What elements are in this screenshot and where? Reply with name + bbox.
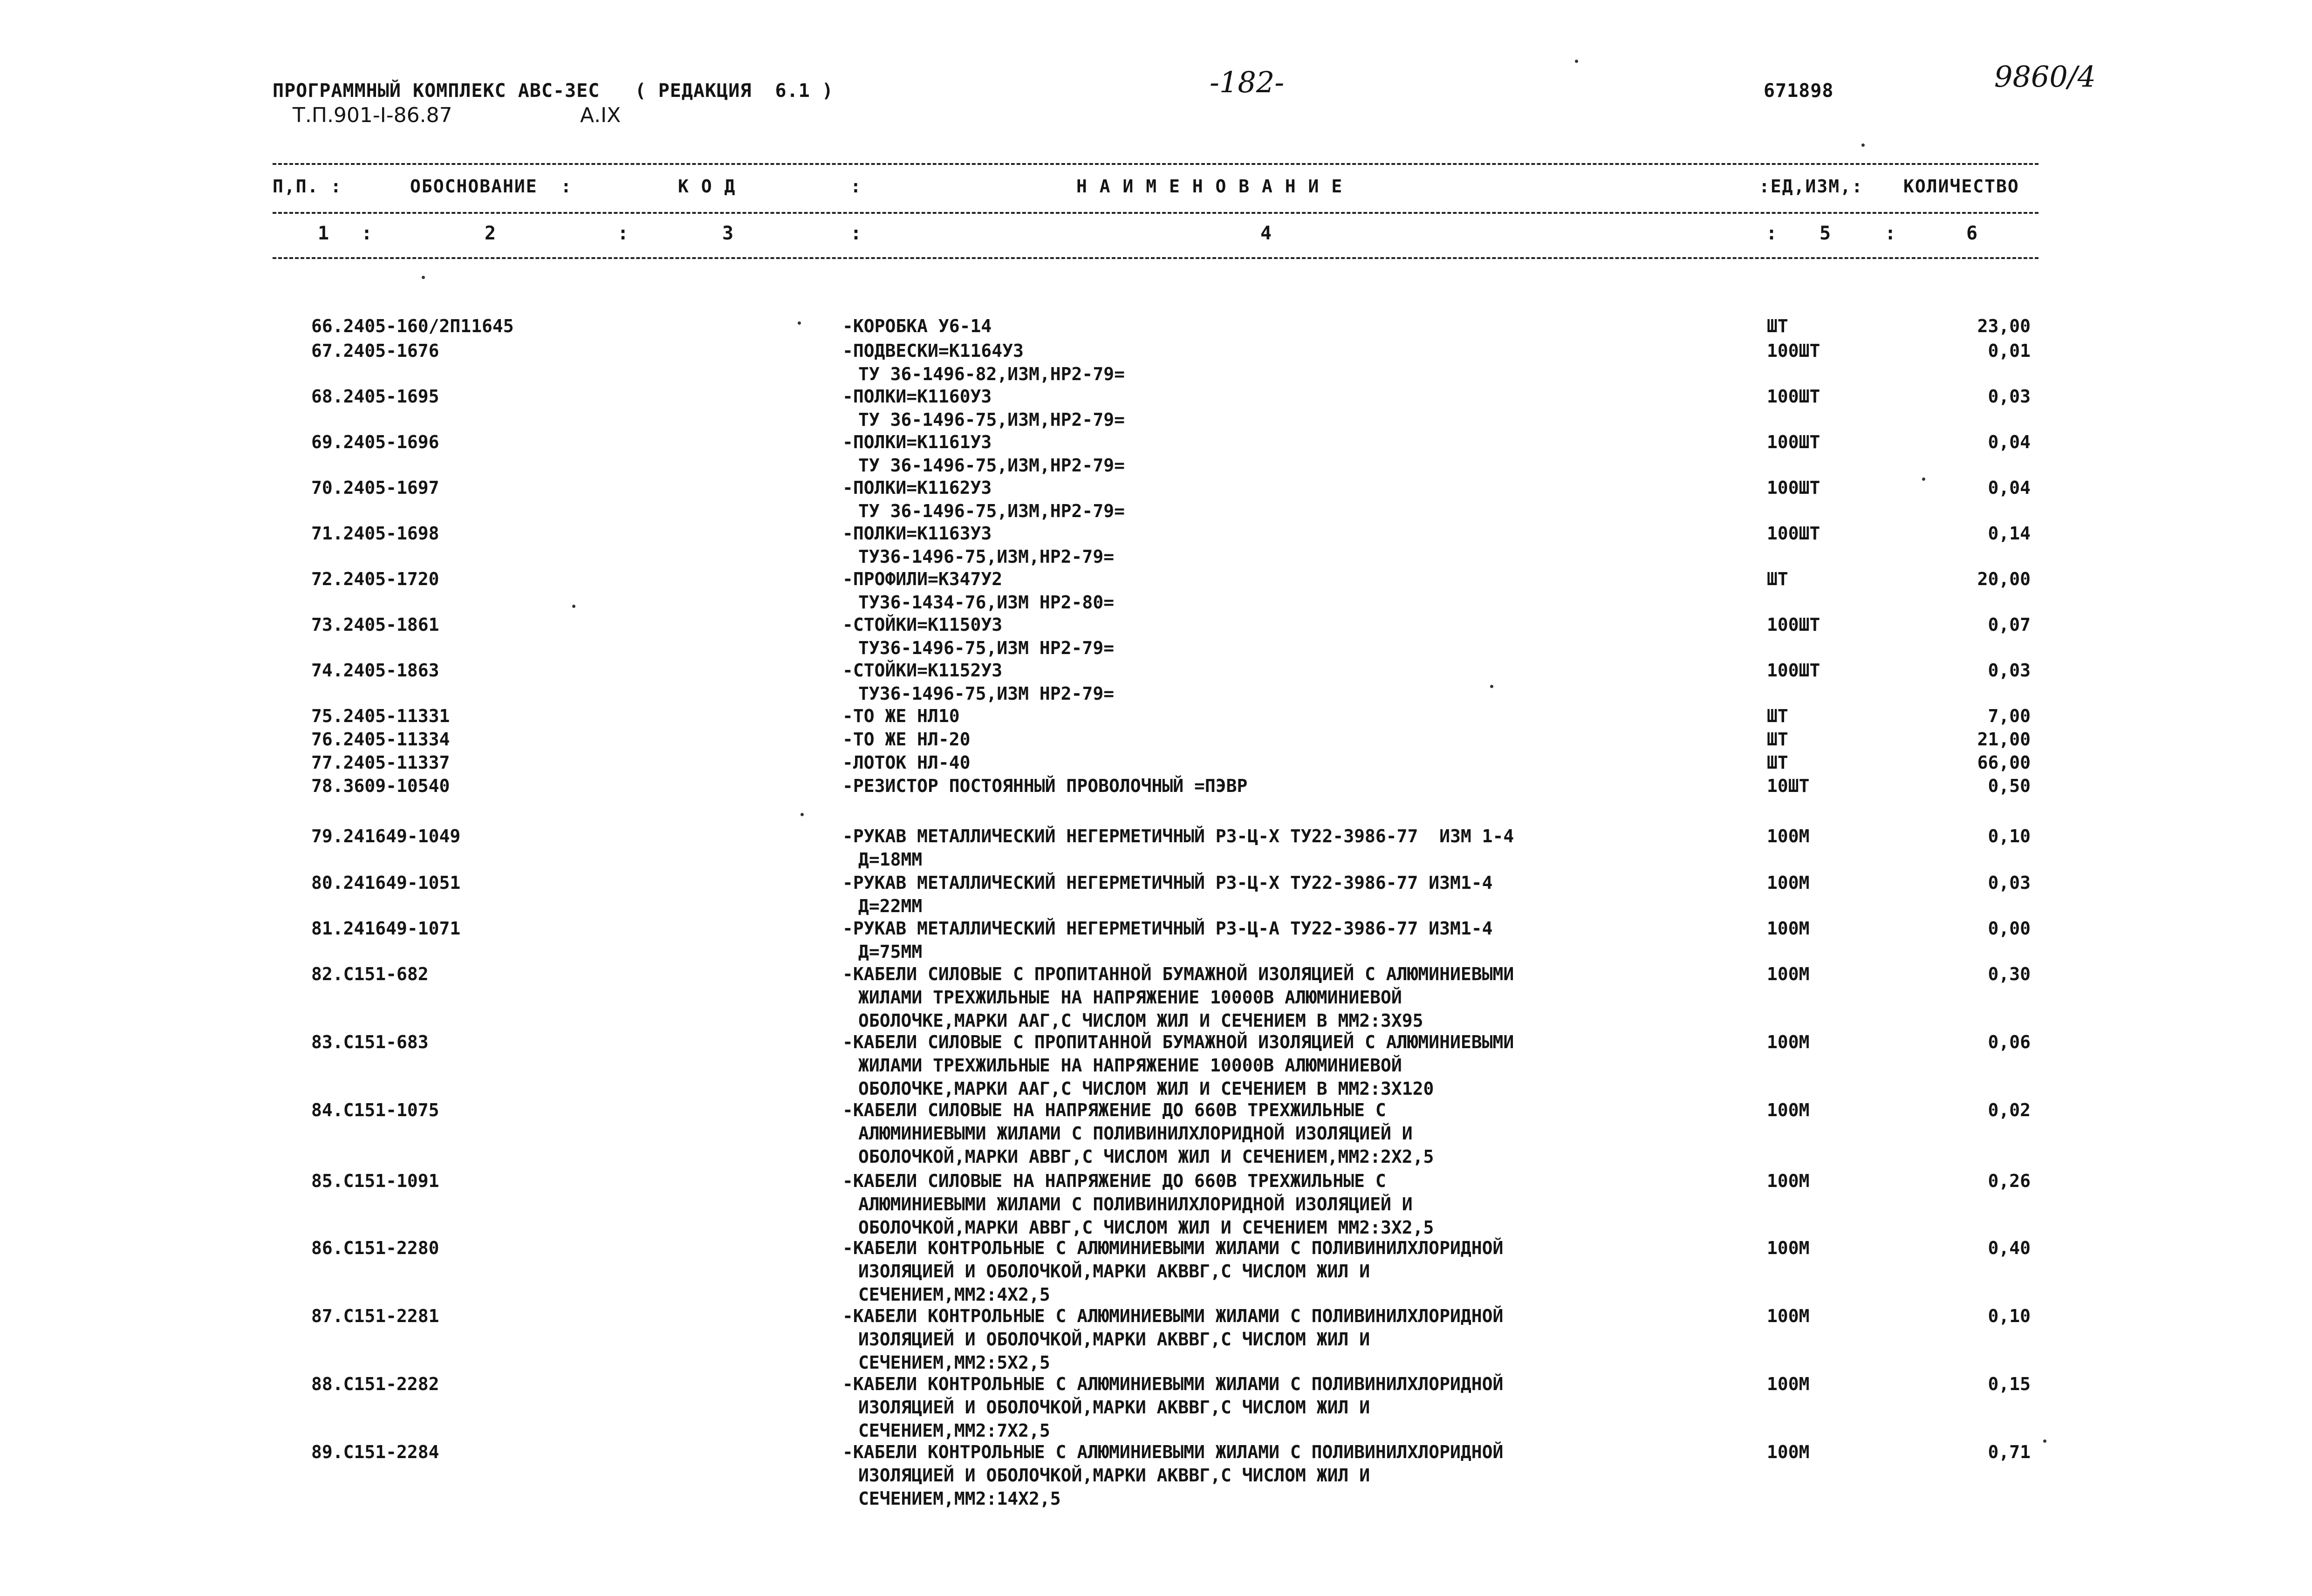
quantity: 0,10 [1988,826,2031,846]
unit: 100М [1767,1032,1810,1052]
item-name-line: ИЗОЛЯЦИЕЙ И ОБОЛОЧКОЙ,МАРКИ АКВВГ,С ЧИСЛОМ ЖИЛ И [858,1261,1370,1282]
item-name [842,385,1756,431]
unit: 100М [1767,1171,1810,1191]
quantity: 0,14 [1988,523,2031,544]
unit: 100М [1767,873,1810,893]
quantity: 23,00 [1977,316,2031,336]
quantity: 0,03 [1988,873,2031,893]
item-name [842,917,1756,963]
column-header-basis: ОБОСНОВАНИЕ : [410,176,573,197]
item-name [842,962,1756,1032]
column-header-quantity: КОЛИЧЕСТВО [1903,176,2019,197]
column-number-sep: : [1766,223,1778,244]
unit: ШТ [1767,706,1788,726]
item-name-line: -КАБЕЛИ КОНТРОЛЬНЫЕ С АЛЮМИНИЕВЫМИ ЖИЛАМИ С ПОЛИВИНИЛХЛОРИДНОЙ [842,1306,1504,1326]
basis-code: 72.2405-1720 [311,569,439,589]
program-line: ПРОГРАММНЫЙ КОМПЛЕКС АВС-ЗЕС ( РЕДАКЦИЯ 6.1 ) [273,80,834,102]
column-number-4: 4 [1260,223,1272,244]
scan-speck [798,321,801,325]
column-number-2: 2 [485,223,496,244]
item-name-line: ЖИЛАМИ ТРЕХЖИЛЬНЫЕ НА НАПРЯЖЕНИЕ 10000В АЛЮМИНИЕВОЙ [858,1055,1402,1076]
unit: 100М [1767,826,1810,846]
item-name-line: Д=75ММ [858,941,923,962]
unit: 100ШТ [1767,341,1820,361]
column-number-6: 6 [1966,223,1978,244]
item-name [842,1440,1756,1510]
quantity: 0,03 [1988,386,2031,407]
basis-code: 75.2405-11331 [311,706,450,726]
item-name [842,659,1756,705]
item-name-line: -КАБЕЛИ КОНТРОЛЬНЫЕ С АЛЮМИНИЕВЫМИ ЖИЛАМИ С ПОЛИВИНИЛХЛОРИДНОЙ [842,1442,1504,1462]
unit: 100М [1767,964,1810,984]
basis-code: 73.2405-1861 [311,614,439,635]
item-name [842,430,1756,477]
item-name [842,522,1756,568]
unit: 100ШТ [1767,614,1820,635]
item-name-line: -КОРОБКА У6-14 [842,316,992,336]
item-name-line: ЖИЛАМИ ТРЕХЖИЛЬНЫЕ НА НАПРЯЖЕНИЕ 10000В АЛЮМИНИЕВОЙ [858,987,1402,1008]
quantity: 0,02 [1988,1100,2031,1120]
item-name-line: -ПОЛКИ=К1162У3 [842,477,992,498]
quantity: 7,00 [1988,706,2031,726]
item-name-line: Д=18ММ [858,849,923,870]
table-top-rule [273,163,2038,165]
basis-code: 86.С151-2280 [311,1238,439,1258]
item-name-line: СЕЧЕНИЕМ,ММ2:5Х2,5 [858,1352,1050,1373]
column-header-name: Н А И М Е Н О В А Н И Е [1076,176,1343,197]
item-name-line: -ПОЛКИ=К1163У3 [842,523,992,544]
basis-code: 88.С151-2282 [311,1374,439,1394]
basis-code: 81.241649-1071 [311,918,461,939]
item-name-line: -ПОЛКИ=К1160У3 [842,386,992,407]
item-name [842,567,1756,614]
basis-code: 67.2405-1676 [311,341,439,361]
scan-speck [1861,143,1865,147]
basis-code: 76.2405-11334 [311,729,450,750]
unit: 100М [1767,1100,1810,1120]
item-name-line: ТУ36-1496-75,ИЗМ НР2-79= [858,638,1115,658]
item-name-line: ТУ36-1496-75,ИЗМ,НР2-79= [858,546,1115,567]
basis-code: 85.С151-1091 [311,1171,439,1191]
item-name-line: ОБОЛОЧКЕ,МАРКИ ААГ,С ЧИСЛОМ ЖИЛ И СЕЧЕНИЕМ В ММ2:3Х95 [858,1010,1423,1031]
item-name-line: ТУ 36-1496-75,ИЗМ,НР2-79= [858,455,1125,476]
quantity: 0,26 [1988,1171,2031,1191]
item-name [842,1236,1756,1306]
quantity: 0,15 [1988,1374,2031,1394]
column-number-3: 3 [722,223,734,244]
item-name-line: СЕЧЕНИЕМ,ММ2:7Х2,5 [858,1420,1050,1441]
basis-code: 84.С151-1075 [311,1100,439,1120]
project-code: Т.П.901-I-86.87 [293,103,452,127]
column-header-unit: :ЕД,ИЗМ,: [1759,176,1863,197]
scan-speck [2043,1439,2046,1443]
item-name-line: СЕЧЕНИЕМ,ММ2:14Х2,5 [858,1488,1061,1509]
scan-speck [1490,685,1493,688]
item-name [842,871,1756,918]
item-name-line: -ТО ЖЕ НЛ10 [842,706,960,726]
item-name-line: -КАБЕЛИ СИЛОВЫЕ НА НАПРЯЖЕНИЕ ДО 660В ТРЕХЖИЛЬНЫЕ С [842,1171,1386,1191]
unit: 100М [1767,1374,1810,1394]
unit: ШТ [1767,729,1788,750]
item-name-line: -КАБЕЛИ КОНТРОЛЬНЫЕ С АЛЮМИНИЕВЫМИ ЖИЛАМИ С ПОЛИВИНИЛХЛОРИДНОЙ [842,1374,1504,1394]
header-separator-rule [273,212,2038,214]
column-number-5: 5 [1820,223,1831,244]
quantity: 0,00 [1988,918,2031,939]
basis-code: 82.С151-682 [311,964,429,984]
item-name [842,704,1756,728]
item-name-line: -КАБЕЛИ СИЛОВЫЕ С ПРОПИТАННОЙ БУМАЖНОЙ ИЗОЛЯЦИЕЙ С АЛЮМИНИЕВЫМИ [842,1032,1514,1052]
item-name-line: ТУ 36-1496-75,ИЗМ,НР2-79= [858,409,1125,430]
item-name-line: ОБОЛОЧКОЙ,МАРКИ АВВГ,С ЧИСЛОМ ЖИЛ И СЕЧЕНИЕМ,ММ2:2Х2,5 [858,1146,1434,1167]
item-name-line: ТУ 36-1496-82,ИЗМ,НР2-79= [858,364,1125,384]
unit: 100М [1767,1238,1810,1258]
item-name-line: Д=22ММ [858,896,923,916]
unit: ШТ [1767,316,1788,336]
item-name-line: -ПОДВЕСКИ=К1164У3 [842,341,1024,361]
basis-code: 83.С151-683 [311,1032,429,1052]
basis-code: 79.241649-1049 [311,826,461,846]
column-number-sep: : [617,223,629,244]
column-number-sep: : [1885,223,1896,244]
quantity: 0,40 [1988,1238,2031,1258]
sheet-number: 9860/4 [1994,60,2096,94]
item-name-line: СЕЧЕНИЕМ,ММ2:4Х2,5 [858,1284,1050,1305]
quantity: 0,71 [1988,1442,2031,1462]
item-name [842,1304,1756,1374]
quantity: 0,30 [1988,964,2031,984]
column-header-pp: П,П. : [273,176,342,197]
item-name [842,1098,1756,1168]
item-name-line: -КАБЕЛИ СИЛОВЫЕ НА НАПРЯЖЕНИЕ ДО 660В ТРЕХЖИЛЬНЫЕ С [842,1100,1386,1120]
item-name-line: -ПОЛКИ=К1161У3 [842,432,992,452]
item-name-line: -КАБЕЛИ КОНТРОЛЬНЫЕ С АЛЮМИНИЕВЫМИ ЖИЛАМИ С ПОЛИВИНИЛХЛОРИДНОЙ [842,1238,1504,1258]
column-number-sep: : [850,223,862,244]
quantity: 0,04 [1988,432,2031,452]
scan-speck [800,813,804,816]
quantity: 0,01 [1988,341,2031,361]
scan-speck [1575,60,1578,63]
item-name [842,339,1756,386]
item-name [842,728,1756,751]
item-name [842,751,1756,774]
quantity: 66,00 [1977,752,2031,773]
item-name-line: -РУКАВ МЕТАЛЛИЧЕСКИЙ НЕГЕРМЕТИЧНЫЙ РЗ-Ц-Х ТУ22-3986-77 ИЗМ 1-4 [842,826,1514,846]
unit: 100М [1767,918,1810,939]
item-name-line: -ПРОФИЛИ=К347У2 [842,569,1003,589]
unit: ШТ [1767,752,1788,773]
item-name [842,314,1756,338]
unit: 100ШТ [1767,432,1820,452]
item-name-line: ОБОЛОЧКОЙ,МАРКИ АВВГ,С ЧИСЛОМ ЖИЛ И СЕЧЕНИЕМ ММ2:3Х2,5 [858,1217,1434,1238]
column-number-1: 1 [318,223,329,244]
unit: 100ШТ [1767,477,1820,498]
item-name [842,825,1756,871]
unit: 100М [1767,1442,1810,1462]
item-name [842,613,1756,660]
unit: ШТ [1767,569,1788,589]
item-name [842,774,1756,798]
basis-code: 80.241649-1051 [311,873,461,893]
document-number: 671898 [1764,80,1834,102]
page-number: -182- [1210,65,1285,99]
quantity: 21,00 [1977,729,2031,750]
item-name-line: ТУ 36-1496-75,ИЗМ,НР2-79= [858,501,1125,521]
item-name-line: -РУКАВ МЕТАЛЛИЧЕСКИЙ НЕГЕРМЕТИЧНЫЙ РЗ-Ц-А ТУ22-3986-77 ИЗМ1-4 [842,918,1493,939]
quantity: 0,06 [1988,1032,2031,1052]
item-name-line: -РУКАВ МЕТАЛЛИЧЕСКИЙ НЕГЕРМЕТИЧНЫЙ РЗ-Ц-Х ТУ22-3986-77 ИЗМ1-4 [842,873,1493,893]
item-name-line: ИЗОЛЯЦИЕЙ И ОБОЛОЧКОЙ,МАРКИ АКВВГ,С ЧИСЛОМ ЖИЛ И [858,1465,1370,1486]
album-number: А.IX [580,103,621,127]
item-name-line: ОБОЛОЧКЕ,МАРКИ ААГ,С ЧИСЛОМ ЖИЛ И СЕЧЕНИЕМ В ММ2:3Х120 [858,1078,1434,1099]
basis-code: 66.2405-160/2П11645 [311,316,514,336]
basis-code: 70.2405-1697 [311,477,439,498]
item-name-line: -КАБЕЛИ СИЛОВЫЕ С ПРОПИТАННОЙ БУМАЖНОЙ ИЗОЛЯЦИЕЙ С АЛЮМИНИЕВЫМИ [842,964,1514,984]
item-name-line: ИЗОЛЯЦИЕЙ И ОБОЛОЧКОЙ,МАРКИ АКВВГ,С ЧИСЛОМ ЖИЛ И [858,1397,1370,1418]
basis-code: 89.С151-2284 [311,1442,439,1462]
item-name-line: ТУ36-1434-76,ИЗМ НР2-80= [858,592,1115,613]
item-name [842,1372,1756,1442]
unit: 100М [1767,1306,1810,1326]
basis-code: 68.2405-1695 [311,386,439,407]
column-number-sep: : [361,223,373,244]
unit: 10ШТ [1767,776,1810,796]
quantity: 20,00 [1977,569,2031,589]
item-name-line: -СТОЙКИ=К1152У3 [842,660,1003,681]
quantity: 0,10 [1988,1306,2031,1326]
basis-code: 87.С151-2281 [311,1306,439,1326]
item-name [842,1030,1756,1100]
scan-speck [1922,477,1925,481]
item-name-line: ТУ36-1496-75,ИЗМ НР2-79= [858,683,1115,704]
column-header-code: К О Д [678,176,736,197]
quantity: 0,03 [1988,660,2031,681]
basis-code: 74.2405-1863 [311,660,439,681]
header-bottom-rule [273,257,2038,259]
column-header-separator: : [850,176,862,197]
quantity: 0,07 [1988,614,2031,635]
scan-speck [572,605,575,608]
scan-speck [422,276,425,279]
unit: 100ШТ [1767,660,1820,681]
item-name-line: -ТО ЖЕ НЛ-20 [842,729,971,750]
item-name-line: -ЛОТОК НЛ-40 [842,752,971,773]
quantity: 0,50 [1988,776,2031,796]
quantity: 0,04 [1988,477,2031,498]
item-name [842,1169,1756,1239]
basis-code: 77.2405-11337 [311,752,450,773]
basis-code: 78.3609-10540 [311,776,450,796]
item-name-line: -РЕЗИСТОР ПОСТОЯННЫЙ ПРОВОЛОЧНЫЙ =ПЭВР [842,776,1248,796]
item-name-line: -СТОЙКИ=К1150У3 [842,614,1003,635]
unit: 100ШТ [1767,386,1820,407]
item-name-line: АЛЮМИНИЕВЫМИ ЖИЛАМИ С ПОЛИВИНИЛХЛОРИДНОЙ ИЗОЛЯЦИЕЙ И [858,1123,1413,1144]
unit: 100ШТ [1767,523,1820,544]
basis-code: 69.2405-1696 [311,432,439,452]
item-name [842,476,1756,523]
basis-code: 71.2405-1698 [311,523,439,544]
item-name-line: ИЗОЛЯЦИЕЙ И ОБОЛОЧКОЙ,МАРКИ АКВВГ,С ЧИСЛОМ ЖИЛ И [858,1329,1370,1350]
item-name-line: АЛЮМИНИЕВЫМИ ЖИЛАМИ С ПОЛИВИНИЛХЛОРИДНОЙ ИЗОЛЯЦИЕЙ И [858,1194,1413,1214]
